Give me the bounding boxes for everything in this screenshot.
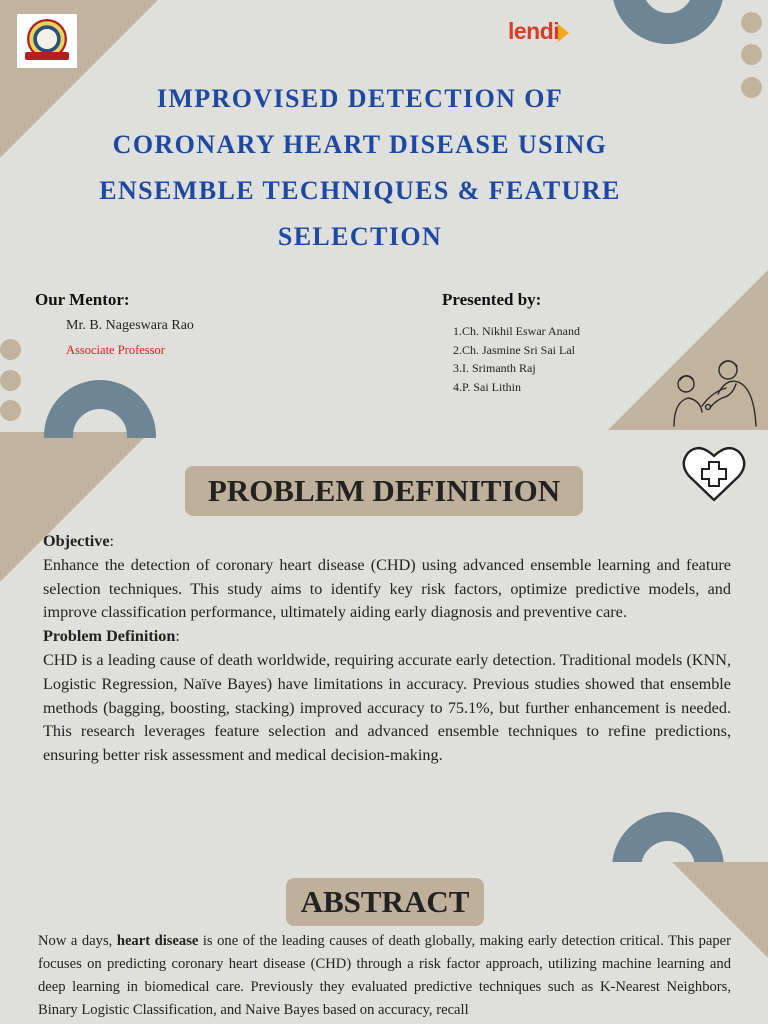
title-line: ENSEMBLE TECHNIQUES & FEATURE (99, 176, 621, 205)
problem-definition-label: Problem Definition (43, 627, 176, 646)
presenter-item: 2.Ch. Jasmine Sri Sai Lal (453, 342, 575, 357)
decor-dot (741, 44, 762, 65)
decor-dot (0, 370, 21, 391)
problem-definition-heading: PROBLEM DEFINITION (185, 466, 583, 516)
title-line: CORONARY HEART DISEASE USING (112, 130, 608, 159)
doctor-patient-illustration (666, 354, 762, 428)
decor-dot (0, 400, 21, 421)
objective-label: Objective (43, 532, 110, 550)
presenter-item: 4.P. Sai Lithin (453, 380, 522, 395)
mentor-role: Associate Professor (66, 343, 165, 357)
presenter-item: 1.Ch. Nikhil Eswar Anand (453, 324, 580, 338)
presenters-heading: Presented by: (442, 290, 542, 309)
decor-dot (741, 77, 762, 98)
presenters-list (453, 322, 580, 397)
page-title (40, 76, 680, 260)
mentor-heading: Our Mentor: (35, 290, 130, 309)
decor-dot (741, 12, 762, 33)
abstract-heading: ABSTRACT (286, 878, 484, 926)
title-line: SELECTION (277, 222, 443, 251)
abstract-highlight: heart disease (116, 933, 199, 949)
problem-definition-text: CHD is a leading cause of death worldwide, requiring accurate early detection. Traditional models (KNN, Logistic Regression, Naïve Bayes) have limitations in accuracy. Previous studies showed that ensemble methods (bagging, boosting, stacking) improved accuracy to 75.1%, but further enhancement is needed. This research leverages feature selection and advanced ensemble techniques to refine predictions, ensuring better risk assessment and medical decision-making. (43, 650, 731, 765)
lendi-logo: lendi (508, 18, 569, 45)
decor-ring-top-right (612, 0, 724, 44)
objective-text: Enhance the detection of coronary heart disease (CHD) using advanced ensemble learning and feature selection techniques. This study aims to identify key risk factors, optimize predictive models, and improve classification performance, ultimately aiding early diagnosis and preventive care. (43, 555, 731, 622)
title-line: IMPROVISED DETECTION OF (156, 84, 564, 113)
institution-seal-logo (17, 14, 77, 68)
presenter-item: 3.I. Srimanth Raj (453, 361, 536, 376)
heart-medical-cross-icon (681, 444, 747, 504)
abstract-body: Now a days, heart disease is one of the leading causes of death globally, making early detection critical. This paper focuses on predicting coronary heart disease (CHD) through a risk factor approach, utilizing machine learning and deep learning in biomedical care. Previously they evaluated predictive techniques such as K-Nearest Neighbors, Binary Logistic Classification, and Naive Bayes based on accuracy, recall (38, 933, 731, 1018)
decor-dot (0, 339, 21, 360)
problem-definition-body: Objective: Enhance the detection of coronary heart disease (CHD) using advanced ensemble learning and feature selection techniques. This study aims to identify key risk factors, optimize predictive models, and improve classification performance, ultimately aiding early diagnosis and preventive care. Problem Definition: CHD is a leading cause of death worldwide, requiring accurate early detection. Traditional models (KNN, Logistic Regression, Naïve Bayes) have limitations in accuracy. Previous studies showed that ensemble methods (bagging, boosting, stacking) improved accuracy to 75.1%, but further enhancement is needed. This research leverages feature selection and advanced ensemble techniques to refine predictions, ensuring better risk assessment and medical decision-making. (43, 530, 731, 768)
mentor-name: Mr. B. Nageswara Rao (66, 318, 194, 333)
